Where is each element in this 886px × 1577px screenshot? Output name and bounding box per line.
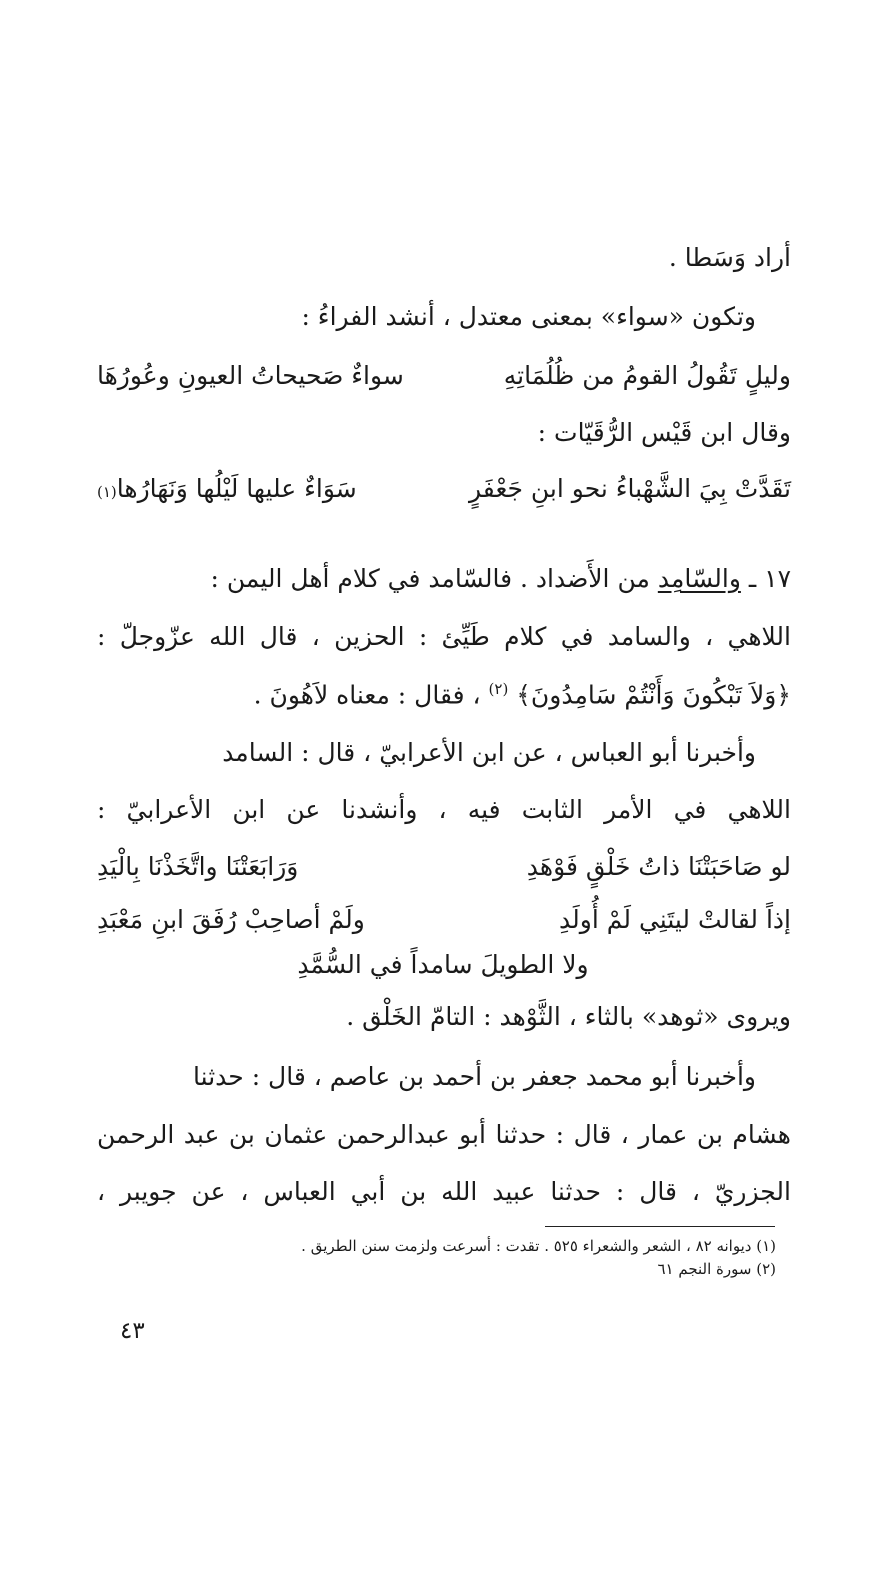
text-line-12: الجزريّ ، قال : حدثنا عبيد الله بن أبي العباس ، عن جويبر ، [97, 1177, 791, 1206]
page-number: ٤٣ [120, 1318, 145, 1344]
footnote-ref-1: (١) [97, 483, 117, 501]
quran-quote: ﴿وَلاَ تَبْكُونَ وَأَنْتُمْ سَامِدُونَ﴾ [516, 680, 791, 710]
verse-5: ولا الطويلَ سامداً في السُّمَّدِ [297, 950, 589, 979]
text-line-1: أراد وَسَطا . [668, 243, 791, 272]
footnote-1: (١) ديوانه ٨٢ ، الشعر والشعراء ٥٢٥ . تقدت : أسرعت ولزمت سنن الطريق . [301, 1237, 776, 1255]
quote-explanation: ، فقال : معناه لاَهُونَ . [253, 680, 481, 710]
verse-2-first-half: تَقَدَّتْ بِيَ الشَّهْباءُ نحو ابنِ جَعْفَرٍ [469, 474, 791, 503]
footnote-divider [545, 1226, 775, 1227]
entry-number: ١٧ ـ [748, 564, 791, 593]
text-line-5: اللاهي ، والسامد في كلام طَيِّئ : الحزين ، قال الله عزّوجلّ : [97, 622, 791, 651]
text-line-11: هشام بن عمار ، قال : حدثنا أبو عبدالرحمن عثمان بن عبد الرحمن [97, 1120, 791, 1149]
text-line-3: وقال ابن قَيْس الرُّقَيّات : [537, 418, 791, 447]
verse-2 [97, 474, 791, 504]
verse-3-second-half: وَرَابَعَتْنَا واتَّخَذْنَا بِالْيَدِ [97, 852, 299, 881]
verse-2-text: سَوَاءٌ عليها لَيْلُها وَنَهَارُها [116, 474, 357, 503]
verse-4-second-half: ولَمْ أصاحِبْ رُفَقَ ابنِ مَعْبَدِ [97, 905, 365, 934]
entry-17-heading [211, 564, 791, 594]
text-line-2: وتكون «سواء» بمعنى معتدل ، أنشد الفراءُ : [301, 302, 756, 331]
verse-2-second-half [97, 474, 357, 504]
text-line-10: وأخبرنا أبو محمد جعفر بن أحمد بن عاصم ، قال : حدثنا [193, 1062, 756, 1091]
verse-1 [97, 361, 791, 391]
verse-4-first-half: إذاً لقالتْ ليتَنِي لَمْ أُولَدِ [559, 905, 791, 934]
text-line-7: وأخبرنا أبو العباس ، عن ابن الأعرابيّ ، قال : السامد [222, 738, 756, 767]
verse-1-first-half: وليلٍ تَقُولُ القومُ من ظُلُمَاتِهِ [503, 361, 791, 390]
verse-1-second-half: سواءٌ صَحيحاتُ العيونِ وعُورُهَا [97, 361, 404, 390]
text-line-6 [254, 680, 791, 710]
text-line-9: ويروى «ثوهد» بالثاء ، الثَّوْهد : التامّ الخَلْق . [346, 1002, 791, 1031]
entry-heading-rest: من الأَضداد . فالسّامد في كلام أهل اليمن : [210, 564, 650, 593]
entry-term: والسّامِد [657, 564, 741, 593]
footnote-ref-2: (٢) [488, 680, 509, 698]
verse-3-first-half: لو صَاحَبَتْنَا ذاتُ خَلْقٍ فَوْهَدِ [526, 852, 791, 881]
text-line-8: اللاهي في الأمر الثابت فيه ، وأنشدنا عن ابن الأعرابيّ : [97, 795, 791, 824]
verse-4 [97, 905, 791, 935]
verse-3 [97, 852, 791, 882]
footnote-2: (٢) سورة النجم ٦١ [657, 1260, 776, 1278]
